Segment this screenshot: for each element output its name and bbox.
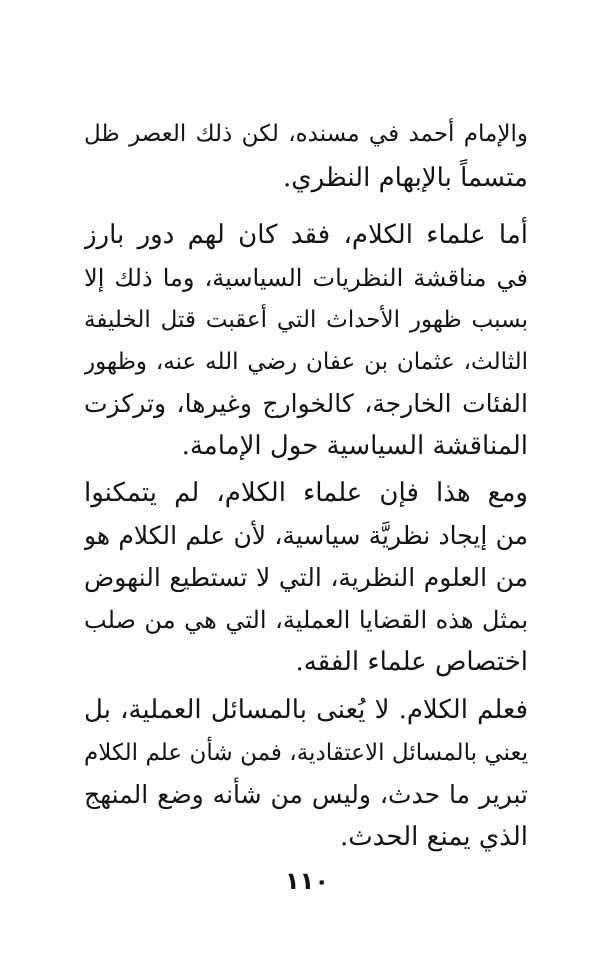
paragraph-3-line-5: اختصاص علماء الفقه. [295,647,528,677]
paragraph-1-line-2: متسماً بالإبهام النظري. [283,163,528,193]
paragraph-2-line-4: الثالث، عثمان بن عفان رضي الله عنه، وظهور [84,349,528,375]
paragraph-3-line-4: بمثل هذه القضايا العملية، التي هي من صلب [84,606,528,634]
paragraph-3-line-1: ومع هذا فإن علماء الكلام، لم يتمكنوا [84,478,528,508]
page-number: ١١٠ [285,867,329,895]
paragraph-2-line-6: المناقشة السياسية حول الإمامة. [181,431,528,461]
paragraph-2-line-1: أما علماء الكلام، فقد كان لهم دور بارز [84,220,528,250]
paragraph-1-line-1: والإمام أحمد في مسنده، لكن ذلك العصر ظل [84,121,528,147]
paragraph-2-line-2: في مناقشة النظريات السياسية، وما ذلك إلا [84,264,528,292]
paragraph-3-line-3: من العلوم النظرية، التي لا تستطيع النهوض [84,563,528,592]
paragraph-4-line-4: الذي يمنع الحدث. [340,822,528,852]
paragraph-4-line-1: فعلم الكلام. لا يُعنى بالمسائل العملية، بل [84,695,528,725]
paragraph-2-line-5: الفئات الخارجة، كالخوارج وغيرها، وتركزت [84,389,528,418]
paragraph-2-line-3: بسبب ظهور الأحداث التي أعقبت قتل الخليفة [84,307,528,333]
paragraph-4-line-3: تبرير ما حدث، وليس من شأنه وضع المنهج [84,780,528,809]
paragraph-4-line-2: يعني بالمسائل الاعتقادية، فمن شأن علم الكلام [84,740,528,766]
paragraph-3-line-2: من إيجاد نظريَّة سياسية، لأن علم الكلام هو [84,521,528,550]
